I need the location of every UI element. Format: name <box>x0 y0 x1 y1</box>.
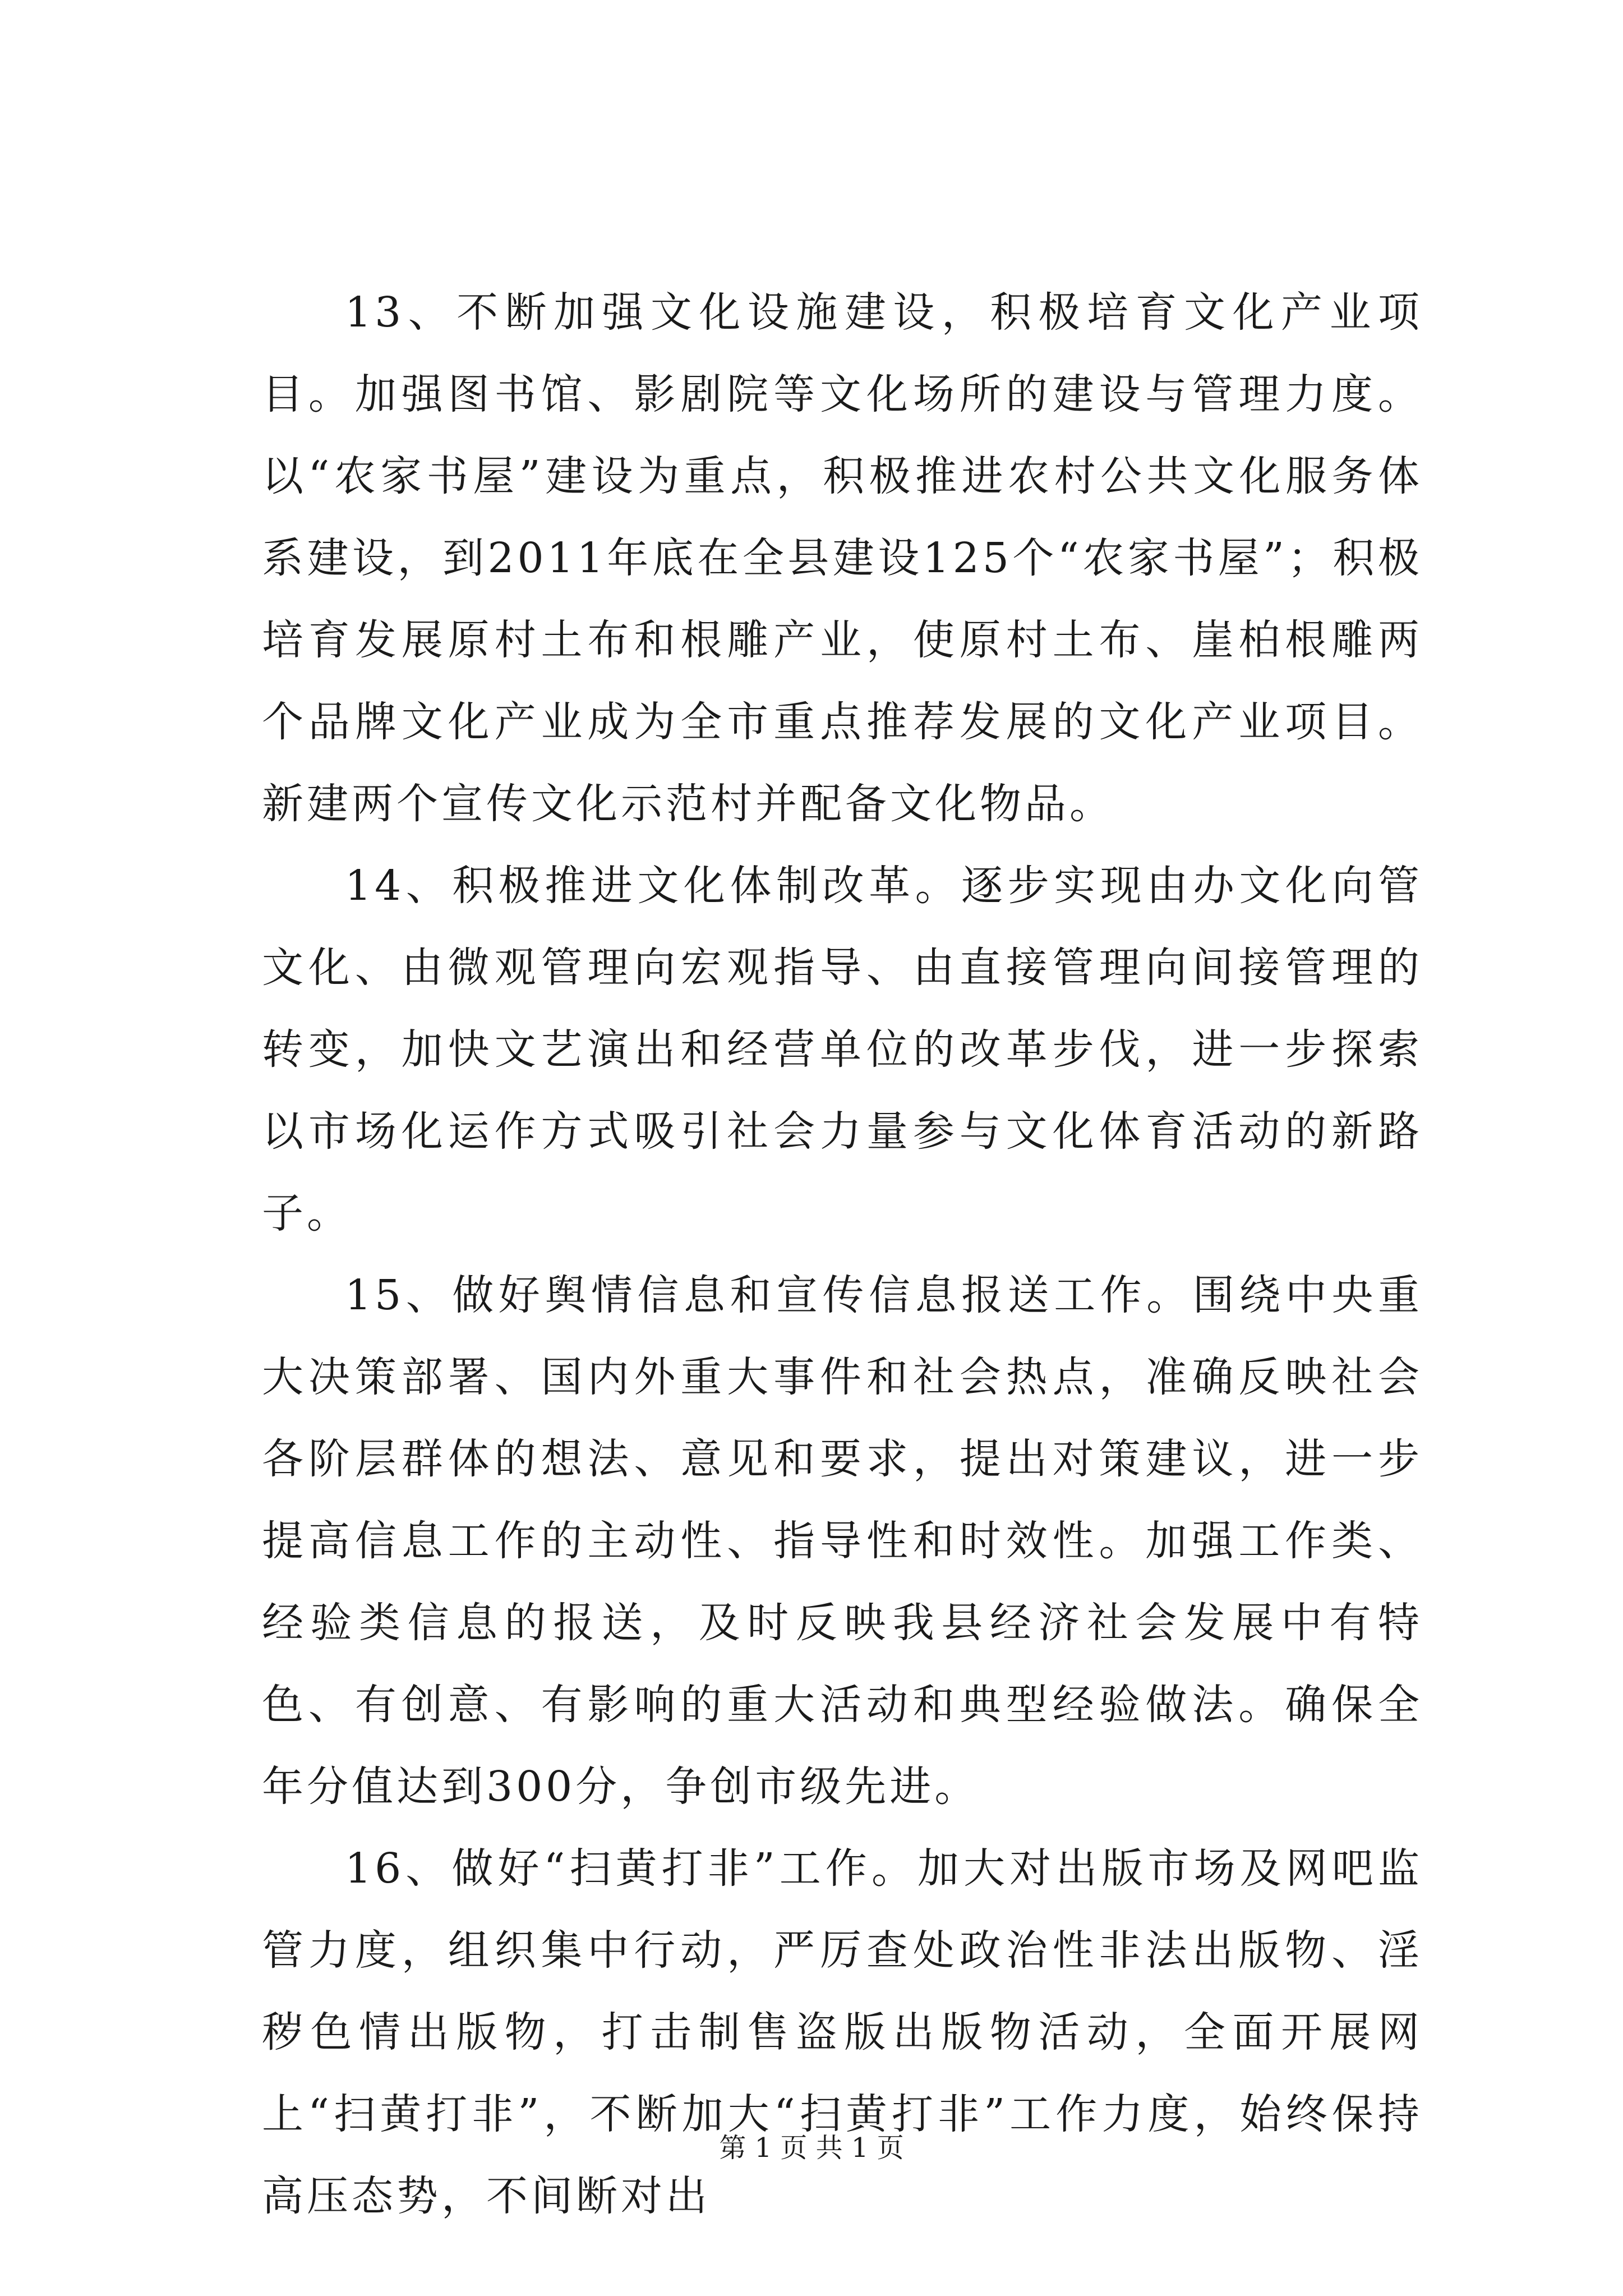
paragraph-14: 14、积极推进文化体制改革。逐步实现由办文化向管文化、由微观管理向宏观指导、由直接管理向间接管理的转变，加快文艺演出和经营单位的改革步伐，进一步探索以市场化运作方式吸引社会力量参与文化体育活动的新路子。 <box>262 862 1423 1237</box>
paragraph-16: 16、做好“扫黄打非”工作。加大对出版市场及网吧监管力度，组织集中行动，严厉查处政治性非法出版物、淫秽色情出版物，打击制售盗版出版物活动，全面开展网上“扫黄打非”，不断加大“扫黄打非”工作力度，始终保持高压态势，不间断对出 <box>262 1844 1423 2220</box>
document-body <box>262 272 1423 2237</box>
page-footer: 第 1 页 共 1 页 <box>719 2132 904 2164</box>
paragraph-13: 13、不断加强文化设施建设，积极培育文化产业项目。加强图书馆、影剧院等文化场所的建设与管理力度。以“农家书屋”建设为重点，积极推进农村公共文化服务体系建设，到2011年底在全县建设125个“农家书屋”；积极培育发展原村土布和根雕产业，使原村土布、崖柏根雕两个品牌文化产业成为全市重点推荐发展的文化产业项目。新建两个宣传文化示范村并配备文化物品。 <box>262 288 1423 828</box>
paragraph-15: 15、做好舆情信息和宣传信息报送工作。围绕中央重大决策部署、国内外重大事件和社会热点，准确反映社会各阶层群体的想法、意见和要求，提出对策建议，进一步提高信息工作的主动性、指导性和时效性。加强工作类、经验类信息的报送，及时反映我县经济社会发展中有特色、有创意、有影响的重大活动和典型经验做法。确保全年分值达到300分，争创市级先进。 <box>262 1271 1423 1811</box>
